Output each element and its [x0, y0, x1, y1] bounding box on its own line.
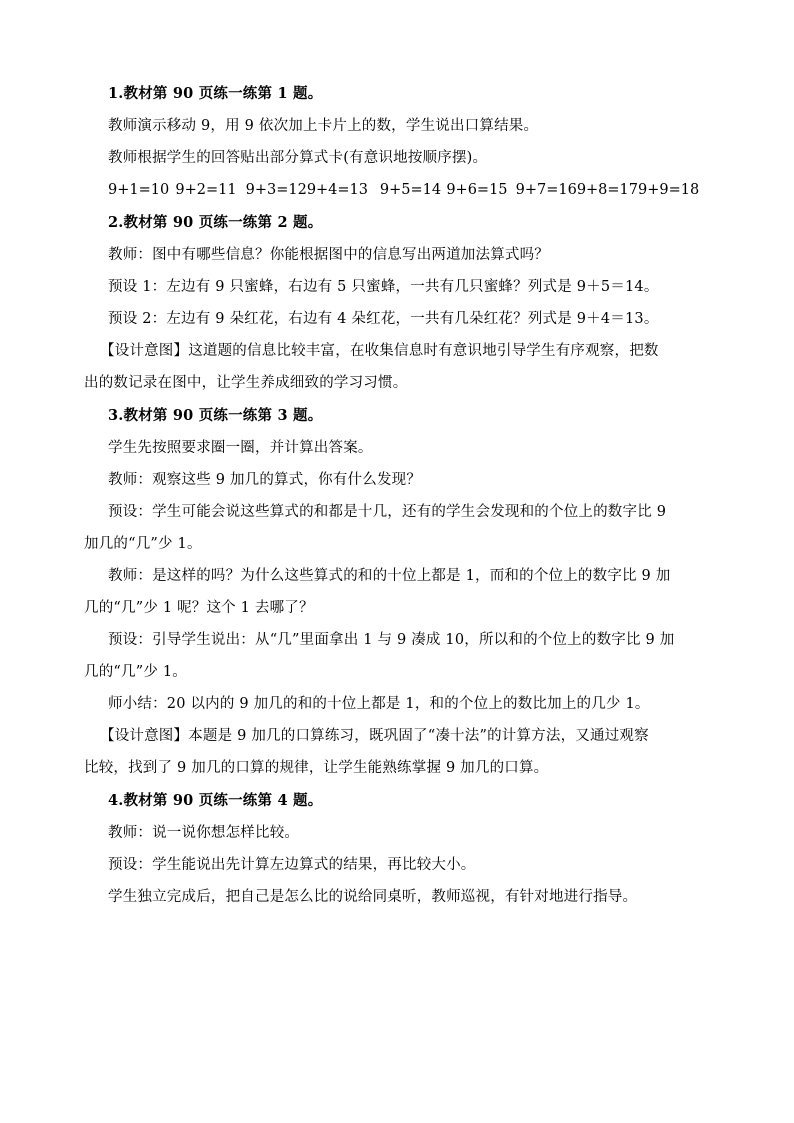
- section-4-paragraph-2: 预设：学生能说出先计算左边算式的结果，再比较大小。: [108, 857, 476, 873]
- equation-7: 9+7=16: [515, 182, 577, 198]
- equation-row: [108, 180, 698, 200]
- equation-1: 9+1=10: [108, 182, 170, 198]
- section-2-design-intent-line-2: 出的数记录在图中，让学生养成细致的学习习惯。: [84, 375, 408, 391]
- section-3-paragraph-4-line-1: 教师：是这样的吗？为什么这些算式的和的十位上都是 1，而和的个位上的数字比 9 加: [108, 568, 671, 584]
- section-3-paragraph-2: 教师：观察这些 9 加几的算式，你有什么发现？: [108, 472, 422, 488]
- equation-8: 9+8=17: [576, 182, 639, 198]
- section-3-paragraph-5-line-2: 几的“几”少 1。: [84, 664, 187, 680]
- equation-6: 9+6=15: [446, 182, 508, 198]
- section-3-paragraph-3-line-2: 加几的“几”少 1。: [84, 536, 202, 552]
- section-2-paragraph-3: 预设 2：左边有 9 朵红花，右边有 4 朵红花，一共有几朵红花？列式是 9＋4＝13。: [108, 311, 659, 327]
- section-3-paragraph-3-line-1: 预设：学生可能会说这些算式的和都是十几，还有的学生会发现和的个位上的数字比 9: [108, 504, 667, 520]
- section-3-paragraph-4-line-2: 几的“几”少 1 呢？这个 1 去哪了？: [84, 600, 314, 616]
- equation-9: 9+9=18: [638, 182, 700, 198]
- section-3-paragraph-5-line-1: 预设：引导学生说出：从“几”里面拿出 1 与 9 凑成 10，所以和的个位上的数字比 9 加: [108, 632, 675, 648]
- section-3-paragraph-1: 学生先按照要求圈一圈，并计算出答案。: [108, 440, 373, 456]
- equation-5: 9+5=14: [379, 182, 442, 198]
- equation-3: 9+3=12: [245, 182, 307, 198]
- section-2-heading: 2.教材第 90 页练一练第 2 题。: [108, 214, 323, 231]
- section-2-paragraph-2: 预设 1：左边有 9 只蜜蜂，右边有 5 只蜜蜂，一共有几只蜜蜂？列式是 9＋5＝14。: [108, 279, 659, 295]
- section-3-heading: 3.教材第 90 页练一练第 3 题。: [108, 407, 323, 424]
- section-3-design-intent-line-1: 【设计意图】本题是 9 加几的口算练习，既巩固了“凑十法”的计算方法，又通过观察: [100, 728, 649, 744]
- section-4-paragraph-1: 教师：说一说你想怎样比较。: [108, 825, 300, 841]
- section-1-heading: 1.教材第 90 页练一练第 1 题。: [108, 85, 323, 102]
- section-2-design-intent-line-1: 【设计意图】这道题的信息比较丰富，在收集信息时有意识地引导学生有序观察，把数: [100, 343, 659, 359]
- equation-4: 9+4=13: [306, 182, 369, 198]
- section-2-paragraph-1: 教师：图中有哪些信息？你能根据图中的信息写出两道加法算式吗？: [108, 247, 549, 263]
- section-1-paragraph-2: 教师根据学生的回答贴出部分算式卡(有意识地按顺序摆)。: [108, 150, 488, 166]
- section-4-paragraph-3: 学生独立完成后，把自己是怎么比的说给同桌听，教师巡视，有针对地进行指导。: [108, 889, 638, 905]
- section-3-design-intent-line-2: 比较，找到了 9 加几的口算的规律，让学生能熟练掌握 9 加几的口算。: [84, 760, 549, 776]
- equation-2: 9+2=11: [175, 182, 237, 198]
- section-4-heading: 4.教材第 90 页练一练第 4 题。: [108, 792, 323, 809]
- section-3-summary: 师小结：20 以内的 9 加几的和的十位上都是 1，和的个位上的数比加上的几少 1。: [108, 696, 650, 712]
- section-1-paragraph-1: 教师演示移动 9，用 9 依次加上卡片上的数，学生说出口算结果。: [108, 118, 539, 134]
